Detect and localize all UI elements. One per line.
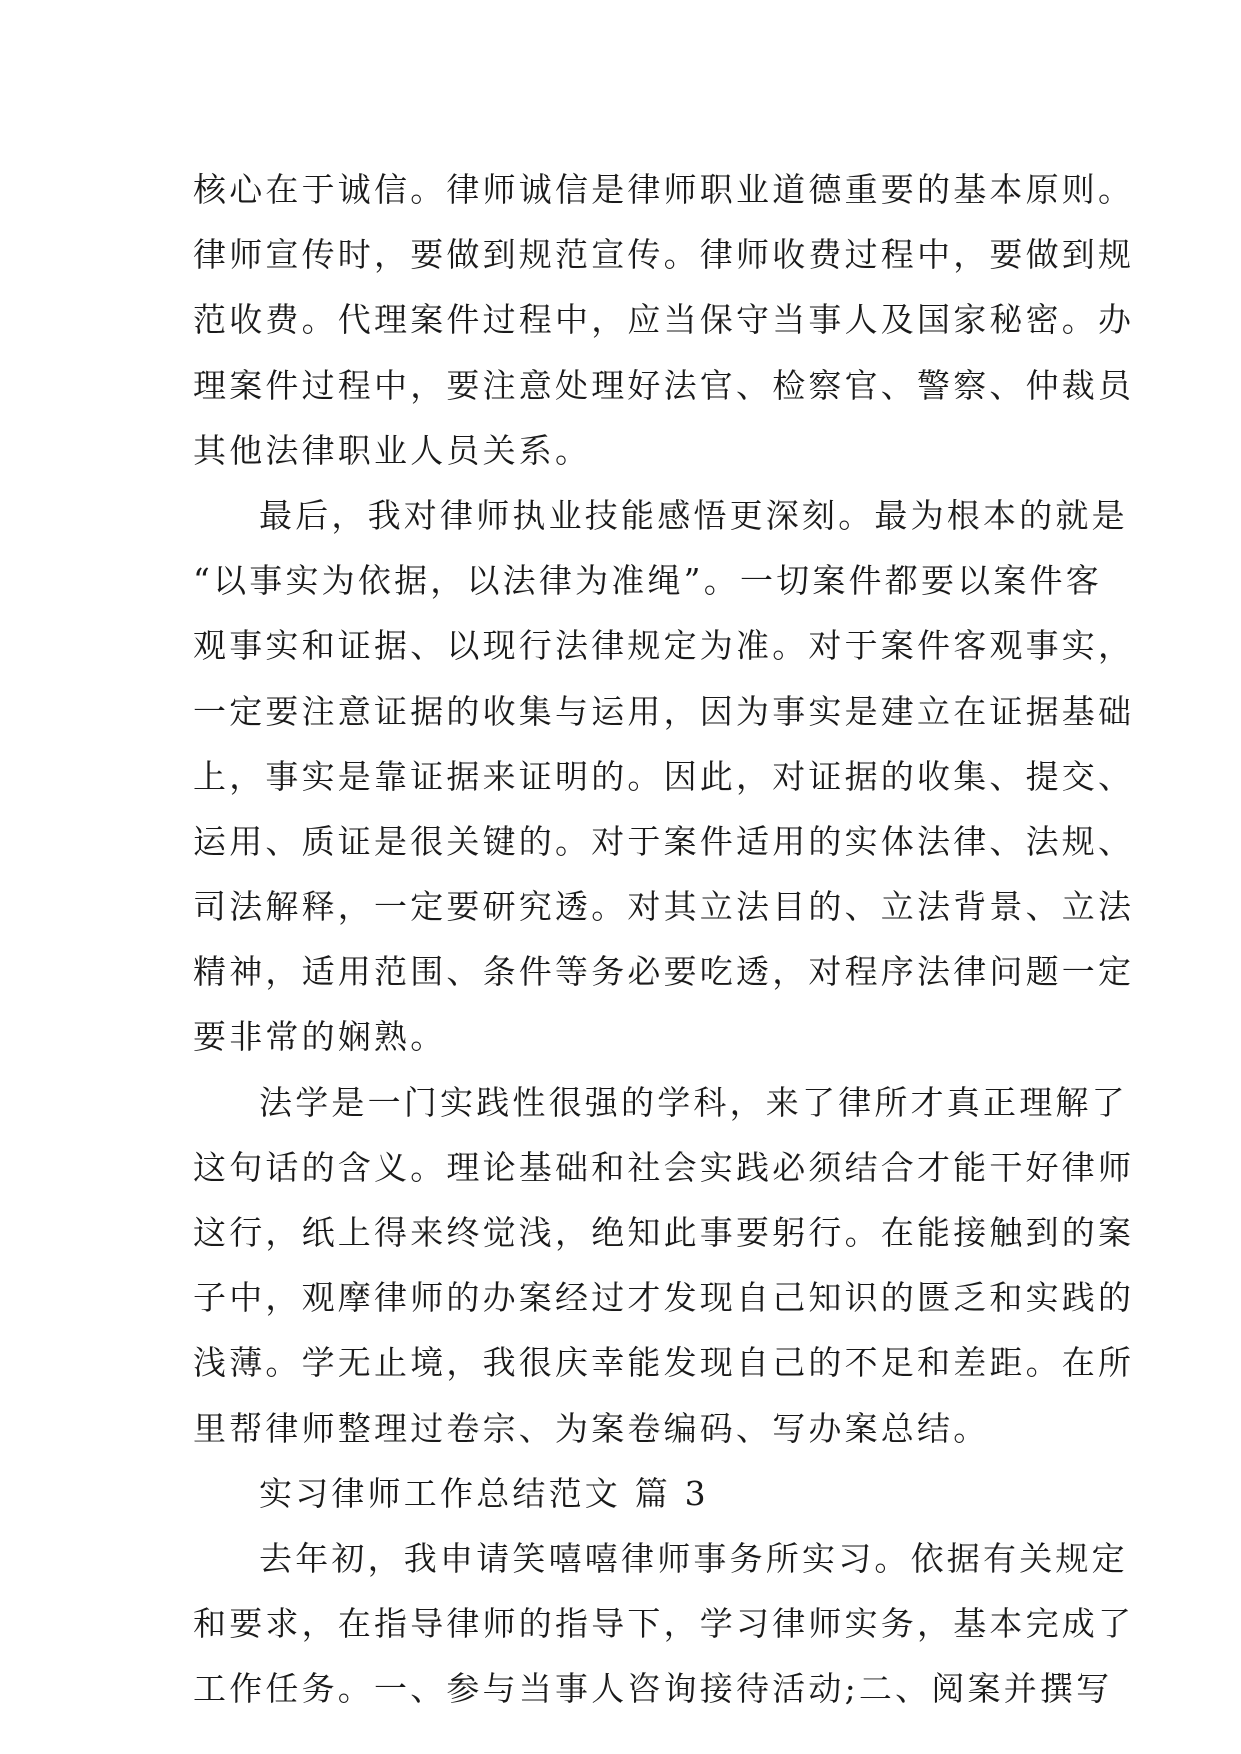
text-line: 运用、质证是很关键的。对于案件适用的实体法律、法规、 [193, 821, 1135, 861]
text-line: 律师宣传时，要做到规范宣传。律师收费过程中，要做到规 [193, 235, 1135, 275]
text-line: 司法解释，一定要研究透。对其立法目的、立法背景、立法 [193, 887, 1135, 927]
text-line: 范收费。代理案件过程中，应当保守当事人及国家秘密。办 [193, 300, 1135, 340]
text-line: 理案件过程中，要注意处理好法官、检察官、警察、仲裁员 [193, 365, 1135, 405]
text-line: 要非常的娴熟。 [193, 1017, 447, 1057]
text-line: 工作任务。一、参与当事人咨询接待活动;二、阅案并撰写 [193, 1669, 1113, 1709]
text-line: 上，事实是靠证据来证明的。因此，对证据的收集、提交、 [193, 756, 1135, 796]
text-line: 实习律师工作总结范文 篇 3 [259, 1473, 709, 1513]
text-line: 其他法律职业人员关系。 [193, 430, 592, 470]
text-line: 子中，观摩律师的办案经过才发现自己知识的匮乏和实践的 [193, 1278, 1135, 1318]
text-line: 核心在于诚信。律师诚信是律师职业道德重要的基本原则。 [193, 170, 1135, 209]
text-line: 和要求，在指导律师的指导下，学习律师实务，基本完成了 [193, 1604, 1135, 1644]
text-line: 观事实和证据、以现行法律规定为准。对于案件客观事实， [193, 626, 1135, 666]
text-line: 最后，我对律师执业技能感悟更深刻。最为根本的就是 [259, 495, 1128, 535]
text-line: 精神，适用范围、条件等务必要吃透，对程序法律问题一定 [193, 952, 1135, 992]
text-line: 这行，纸上得来终觉浅，绝知此事要躬行。在能接触到的案 [193, 1213, 1135, 1252]
document-body [193, 157, 1135, 1722]
text-line: 一定要注意证据的收集与运用，因为事实是建立在证据基础 [193, 691, 1135, 731]
text-line: 浅薄。学无止境，我很庆幸能发现自己的不足和差距。在所 [193, 1343, 1135, 1383]
text-line: 法学是一门实践性很强的学科，来了律所才真正理解了 [259, 1082, 1128, 1122]
text-line: 这句话的含义。理论基础和社会实践必须结合才能干好律师 [193, 1147, 1135, 1187]
text-line: 去年初，我申请笑嘻嘻律师事务所实习。依据有关规定 [259, 1538, 1128, 1578]
text-line: “以事实为依据，以法律为准绳”。一切案件都要以案件客 [193, 561, 1102, 601]
text-line: 里帮律师整理过卷宗、为案卷编码、写办案总结。 [193, 1408, 990, 1448]
